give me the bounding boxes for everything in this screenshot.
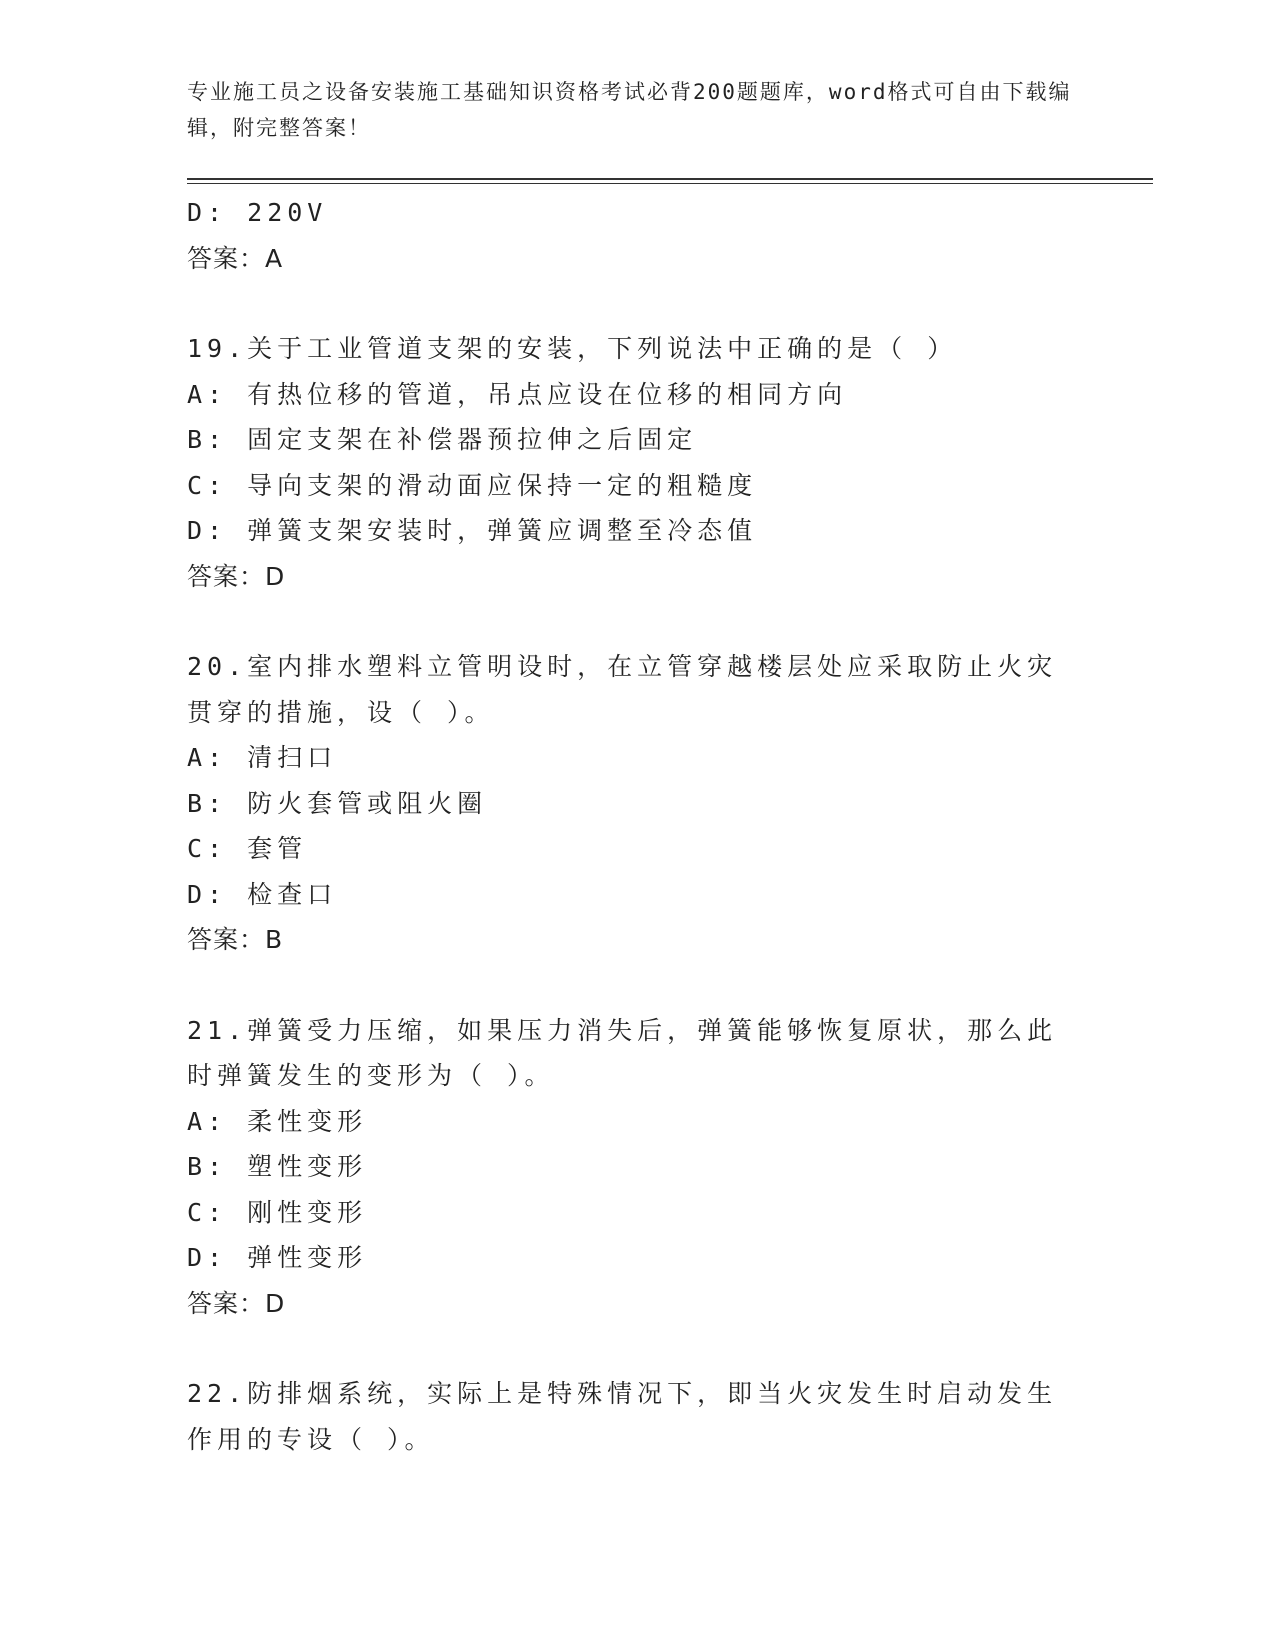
- answer: 答案：A: [187, 243, 284, 273]
- option-d: D: 220V: [187, 198, 328, 227]
- document-content: [187, 190, 1087, 1462]
- spacer: [187, 1326, 1087, 1371]
- option-d: D: 弹簧支架安装时，弹簧应调整至冷态值: [187, 516, 758, 545]
- option-d: D: 检查口: [187, 879, 338, 909]
- option-b: B: 塑性变形: [187, 1152, 368, 1181]
- question-stem: 22.防排烟系统，实际上是特殊情况下，即当火灾发生时启动发生作用的专设（ ）。: [187, 1379, 1058, 1454]
- option-b: B: 固定支架在补偿器预拉伸之后固定: [187, 425, 698, 454]
- spacer: [187, 599, 1087, 644]
- spacer: [187, 281, 1087, 326]
- question-stem: 19.关于工业管道支架的安装，下列说法中正确的是（ ）: [187, 334, 958, 363]
- header-rule-thick: [187, 178, 1153, 180]
- question-stem: 21.弹簧受力压缩，如果压力消失后，弹簧能够恢复原状，那么此时弹簧发生的变形为（ ）。: [187, 1015, 1058, 1090]
- option-c: C: 套管: [187, 834, 308, 863]
- answer: 答案：D: [187, 561, 286, 591]
- spacer: [187, 963, 1087, 1008]
- question-19: [187, 326, 1087, 599]
- option-c: C: 导向支架的滑动面应保持一定的粗糙度: [187, 470, 758, 500]
- question-20: [187, 644, 1087, 963]
- option-a: A: 柔性变形: [187, 1106, 368, 1136]
- option-c: C: 刚性变形: [187, 1197, 368, 1227]
- option-a: A: 有热位移的管道，吊点应设在位移的相同方向: [187, 379, 848, 409]
- header-rule-thin: [187, 183, 1153, 184]
- answer: 答案：D: [187, 1288, 286, 1318]
- document-header: 专业施工员之设备安装施工基础知识资格考试必背200题题库，word格式可自由下载编辑，附完整答案！: [187, 80, 1072, 140]
- question-stem: 20.室内排水塑料立管明设时，在立管穿越楼层处应采取防止火灾贯穿的措施，设（ ）。: [187, 652, 1058, 727]
- answer: 答案：B: [187, 925, 284, 954]
- option-d: D: 弹性变形: [187, 1243, 368, 1272]
- partial-question-18: [187, 190, 1087, 281]
- question-22: [187, 1371, 1087, 1462]
- option-a: A: 清扫口: [187, 743, 338, 772]
- question-21: [187, 1008, 1087, 1327]
- option-b: B: 防火套管或阻火圈: [187, 788, 488, 818]
